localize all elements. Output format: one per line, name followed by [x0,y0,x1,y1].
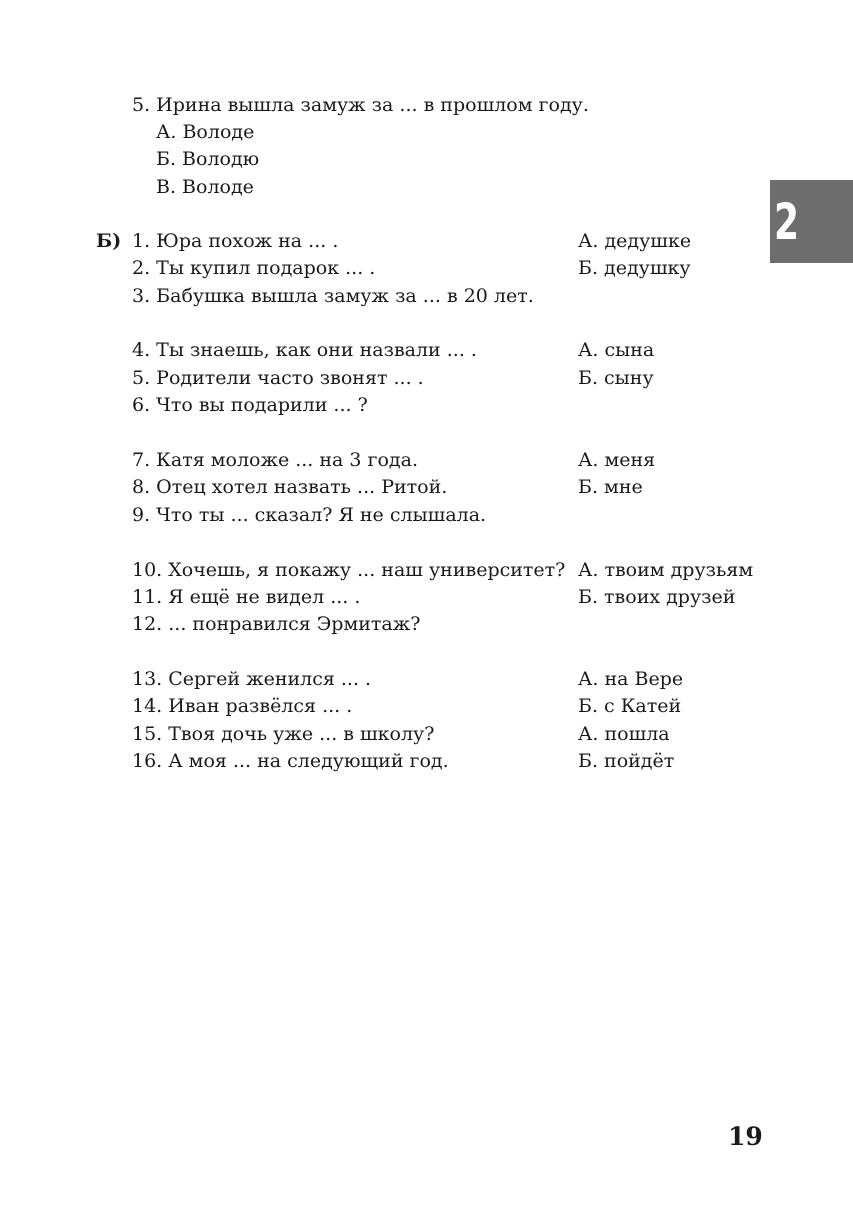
item-b11: 11. Я ещё не видел ... . [132,586,361,608]
item-b9: 9. Что ты ... сказал? Я не слышала. [132,504,487,526]
item-b13: 13. Сергей женился ... . [132,668,372,690]
answer-g4-a: А. твоим друзьям [578,559,754,581]
option-a5-1: А. Володе [156,121,255,143]
answer-g4-b: Б. твоих друзей [578,586,736,608]
option-a5-3: В. Володе [156,176,254,198]
answer-g3-a: А. меня [578,449,656,471]
option-a5-2: Б. Володю [156,148,260,170]
answer-g1-a: А. дедушке [578,230,692,252]
item-b5: 5. Родители часто звонят ... . [132,367,424,389]
item-b14: 14. Иван развёлся ... . [132,695,353,717]
answer-g5-d: Б. пойдёт [578,750,675,772]
answer-g1-b: Б. дедушку [578,257,691,279]
answer-g5-a: А. на Вере [578,668,684,690]
item-b16: 16. А моя ... на следующий год. [132,750,449,772]
item-b15: 15. Твоя дочь уже ... в школу? [132,723,435,745]
section-label-b: Б) [96,230,122,252]
chapter-tab [770,180,853,263]
answer-g3-b: Б. мне [578,476,643,498]
item-b10: 10. Хочешь, я покажу ... наш университет? [132,559,566,581]
item-b4: 4. Ты знаешь, как они назвали ... . [132,339,477,361]
answer-g5-c: А. пошла [578,723,670,745]
answer-g2-a: А. сына [578,339,655,361]
page-number: 19 [728,1122,763,1151]
answer-g5-b: Б. с Катей [578,695,682,717]
item-b1: 1. Юра похож на ... . [132,230,339,252]
item-b2: 2. Ты купил подарок ... . [132,257,376,279]
item-b6: 6. Что вы подарили ... ? [132,394,368,416]
question-a5: 5. Ирина вышла замуж за ... в прошлом году. [132,94,589,116]
chapter-number: 2 [774,192,800,251]
item-b8: 8. Отец хотел назвать ... Ритой. [132,476,448,498]
item-b3: 3. Бабушка вышла замуж за ... в 20 лет. [132,285,534,307]
item-b12: 12. ... понравился Эрмитаж? [132,613,421,635]
answer-g2-b: Б. сыну [578,367,654,389]
item-b7: 7. Катя моложе ... на 3 года. [132,449,419,471]
